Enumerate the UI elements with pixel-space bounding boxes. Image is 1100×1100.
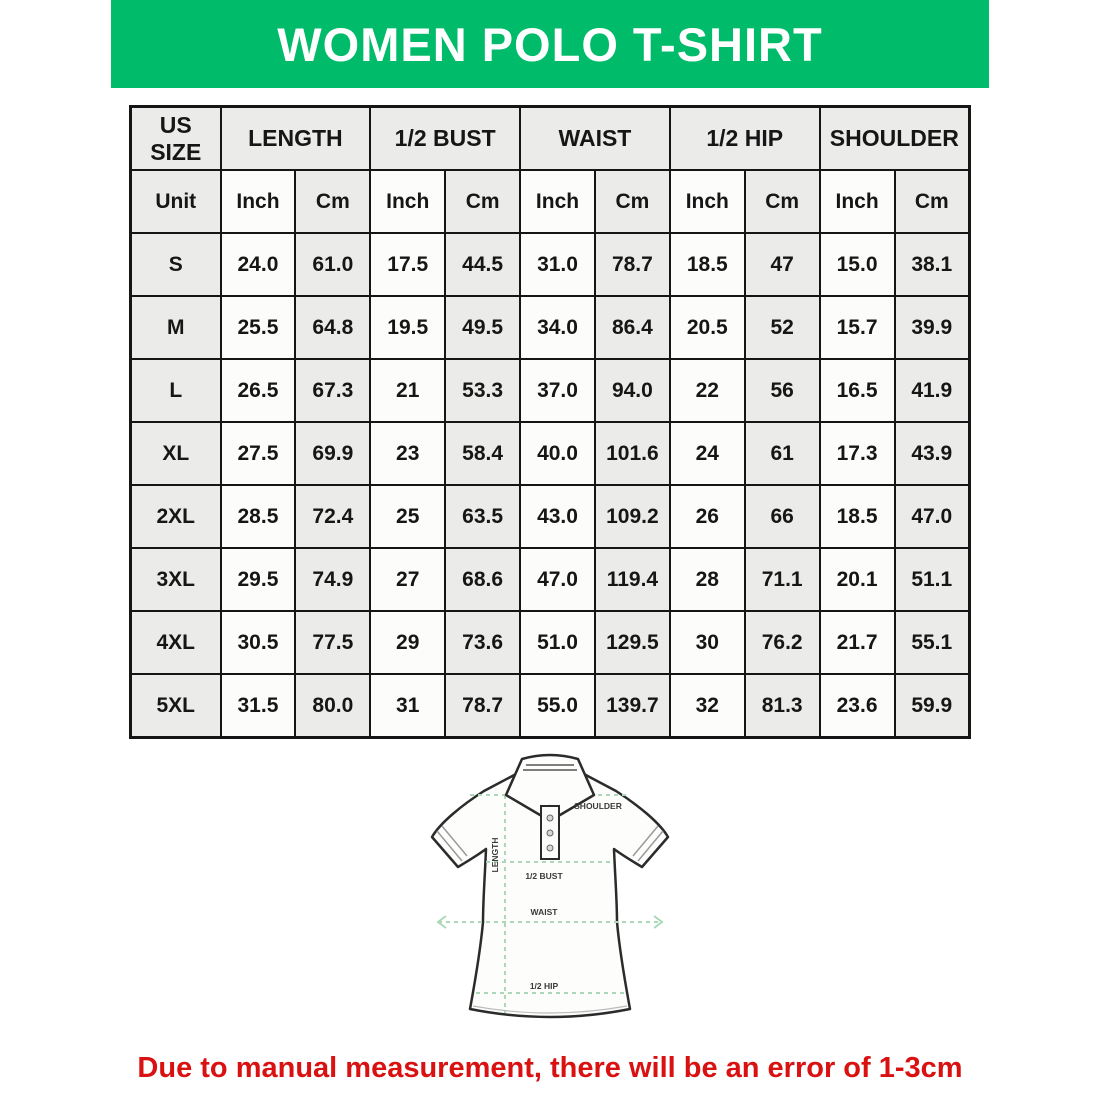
value-cell: 78.7 — [445, 674, 520, 738]
unit-cell: Inch — [820, 170, 895, 233]
value-cell: 23.6 — [820, 674, 895, 738]
us-size-header: US SIZE — [131, 107, 221, 171]
value-cell: 63.5 — [445, 485, 520, 548]
value-cell: 55.1 — [895, 611, 970, 674]
waist-label: WAIST — [530, 907, 558, 917]
size-cell: 2XL — [131, 485, 221, 548]
value-cell: 24 — [670, 422, 745, 485]
value-cell: 77.5 — [295, 611, 370, 674]
unit-label: Unit — [131, 170, 221, 233]
unit-cell: Cm — [895, 170, 970, 233]
value-cell: 28 — [670, 548, 745, 611]
unit-cell: Inch — [221, 170, 296, 233]
value-cell: 20.1 — [820, 548, 895, 611]
unit-cell: Cm — [445, 170, 520, 233]
value-cell: 47.0 — [895, 485, 970, 548]
bust-label: 1/2 BUST — [525, 871, 563, 881]
value-cell: 67.3 — [295, 359, 370, 422]
table-row — [131, 611, 970, 674]
value-cell: 66 — [745, 485, 820, 548]
size-cell: XL — [131, 422, 221, 485]
unit-cell: Inch — [670, 170, 745, 233]
group-header-row — [131, 107, 970, 171]
half-bust-header: 1/2 BUST — [370, 107, 520, 171]
value-cell: 119.4 — [595, 548, 670, 611]
value-cell: 21 — [370, 359, 445, 422]
value-cell: 139.7 — [595, 674, 670, 738]
button-icon — [547, 815, 553, 821]
value-cell: 22 — [670, 359, 745, 422]
value-cell: 21.7 — [820, 611, 895, 674]
unit-row — [131, 170, 970, 233]
value-cell: 51.0 — [520, 611, 595, 674]
value-cell: 69.9 — [295, 422, 370, 485]
shoulder-label: SHOULDER — [574, 801, 622, 811]
shoulder-header: SHOULDER — [820, 107, 970, 171]
value-cell: 39.9 — [895, 296, 970, 359]
measurement-disclaimer: Due to manual measurement, there will be an error of 1-3cm — [137, 1052, 963, 1084]
value-cell: 52 — [745, 296, 820, 359]
value-cell: 61.0 — [295, 233, 370, 296]
value-cell: 17.5 — [370, 233, 445, 296]
value-cell: 59.9 — [895, 674, 970, 738]
value-cell: 80.0 — [295, 674, 370, 738]
value-cell: 78.7 — [595, 233, 670, 296]
value-cell: 19.5 — [370, 296, 445, 359]
size-chart-table — [129, 105, 971, 739]
button-icon — [547, 830, 553, 836]
table-row — [131, 548, 970, 611]
value-cell: 58.4 — [445, 422, 520, 485]
value-cell: 32 — [670, 674, 745, 738]
value-cell: 71.1 — [745, 548, 820, 611]
value-cell: 15.7 — [820, 296, 895, 359]
table-row — [131, 359, 970, 422]
value-cell: 26.5 — [221, 359, 296, 422]
value-cell: 43.9 — [895, 422, 970, 485]
value-cell: 76.2 — [745, 611, 820, 674]
value-cell: 81.3 — [745, 674, 820, 738]
unit-cell: Inch — [520, 170, 595, 233]
value-cell: 53.3 — [445, 359, 520, 422]
value-cell: 17.3 — [820, 422, 895, 485]
value-cell: 16.5 — [820, 359, 895, 422]
value-cell: 129.5 — [595, 611, 670, 674]
value-cell: 109.2 — [595, 485, 670, 548]
value-cell: 20.5 — [670, 296, 745, 359]
polo-shirt-diagram — [410, 745, 690, 1040]
size-cell: M — [131, 296, 221, 359]
unit-cell: Cm — [595, 170, 670, 233]
value-cell: 41.9 — [895, 359, 970, 422]
size-cell: S — [131, 233, 221, 296]
value-cell: 23 — [370, 422, 445, 485]
value-cell: 86.4 — [595, 296, 670, 359]
title-banner — [111, 0, 989, 88]
value-cell: 47 — [745, 233, 820, 296]
size-cell: 5XL — [131, 674, 221, 738]
value-cell: 64.8 — [295, 296, 370, 359]
value-cell: 94.0 — [595, 359, 670, 422]
value-cell: 37.0 — [520, 359, 595, 422]
value-cell: 51.1 — [895, 548, 970, 611]
value-cell: 31 — [370, 674, 445, 738]
value-cell: 74.9 — [295, 548, 370, 611]
value-cell: 73.6 — [445, 611, 520, 674]
value-cell: 26 — [670, 485, 745, 548]
value-cell: 55.0 — [520, 674, 595, 738]
value-cell: 44.5 — [445, 233, 520, 296]
value-cell: 34.0 — [520, 296, 595, 359]
value-cell: 24.0 — [221, 233, 296, 296]
length-label: LENGTH — [490, 837, 500, 873]
value-cell: 43.0 — [520, 485, 595, 548]
unit-cell: Cm — [745, 170, 820, 233]
value-cell: 29.5 — [221, 548, 296, 611]
size-cell: 3XL — [131, 548, 221, 611]
value-cell: 30.5 — [221, 611, 296, 674]
table-row — [131, 485, 970, 548]
button-icon — [547, 845, 553, 851]
value-cell: 38.1 — [895, 233, 970, 296]
value-cell: 28.5 — [221, 485, 296, 548]
value-cell: 72.4 — [295, 485, 370, 548]
half-hip-header: 1/2 HIP — [670, 107, 820, 171]
value-cell: 27 — [370, 548, 445, 611]
size-cell: 4XL — [131, 611, 221, 674]
unit-cell: Inch — [370, 170, 445, 233]
value-cell: 18.5 — [670, 233, 745, 296]
value-cell: 101.6 — [595, 422, 670, 485]
value-cell: 47.0 — [520, 548, 595, 611]
hip-label: 1/2 HIP — [529, 981, 559, 991]
table-row — [131, 674, 970, 738]
value-cell: 25 — [370, 485, 445, 548]
value-cell: 27.5 — [221, 422, 296, 485]
value-cell: 61 — [745, 422, 820, 485]
value-cell: 30 — [670, 611, 745, 674]
size-cell: L — [131, 359, 221, 422]
value-cell: 40.0 — [520, 422, 595, 485]
table-row — [131, 233, 970, 296]
table-row — [131, 296, 970, 359]
length-header: LENGTH — [221, 107, 371, 171]
value-cell: 18.5 — [820, 485, 895, 548]
value-cell: 31.0 — [520, 233, 595, 296]
value-cell: 29 — [370, 611, 445, 674]
unit-cell: Cm — [295, 170, 370, 233]
waist-header: WAIST — [520, 107, 670, 171]
polo-shirt-illustration — [410, 745, 690, 1035]
page-title: WOMEN POLO T-SHIRT — [277, 17, 823, 71]
table-row — [131, 422, 970, 485]
value-cell: 31.5 — [221, 674, 296, 738]
value-cell: 15.0 — [820, 233, 895, 296]
value-cell: 49.5 — [445, 296, 520, 359]
value-cell: 25.5 — [221, 296, 296, 359]
value-cell: 68.6 — [445, 548, 520, 611]
value-cell: 56 — [745, 359, 820, 422]
